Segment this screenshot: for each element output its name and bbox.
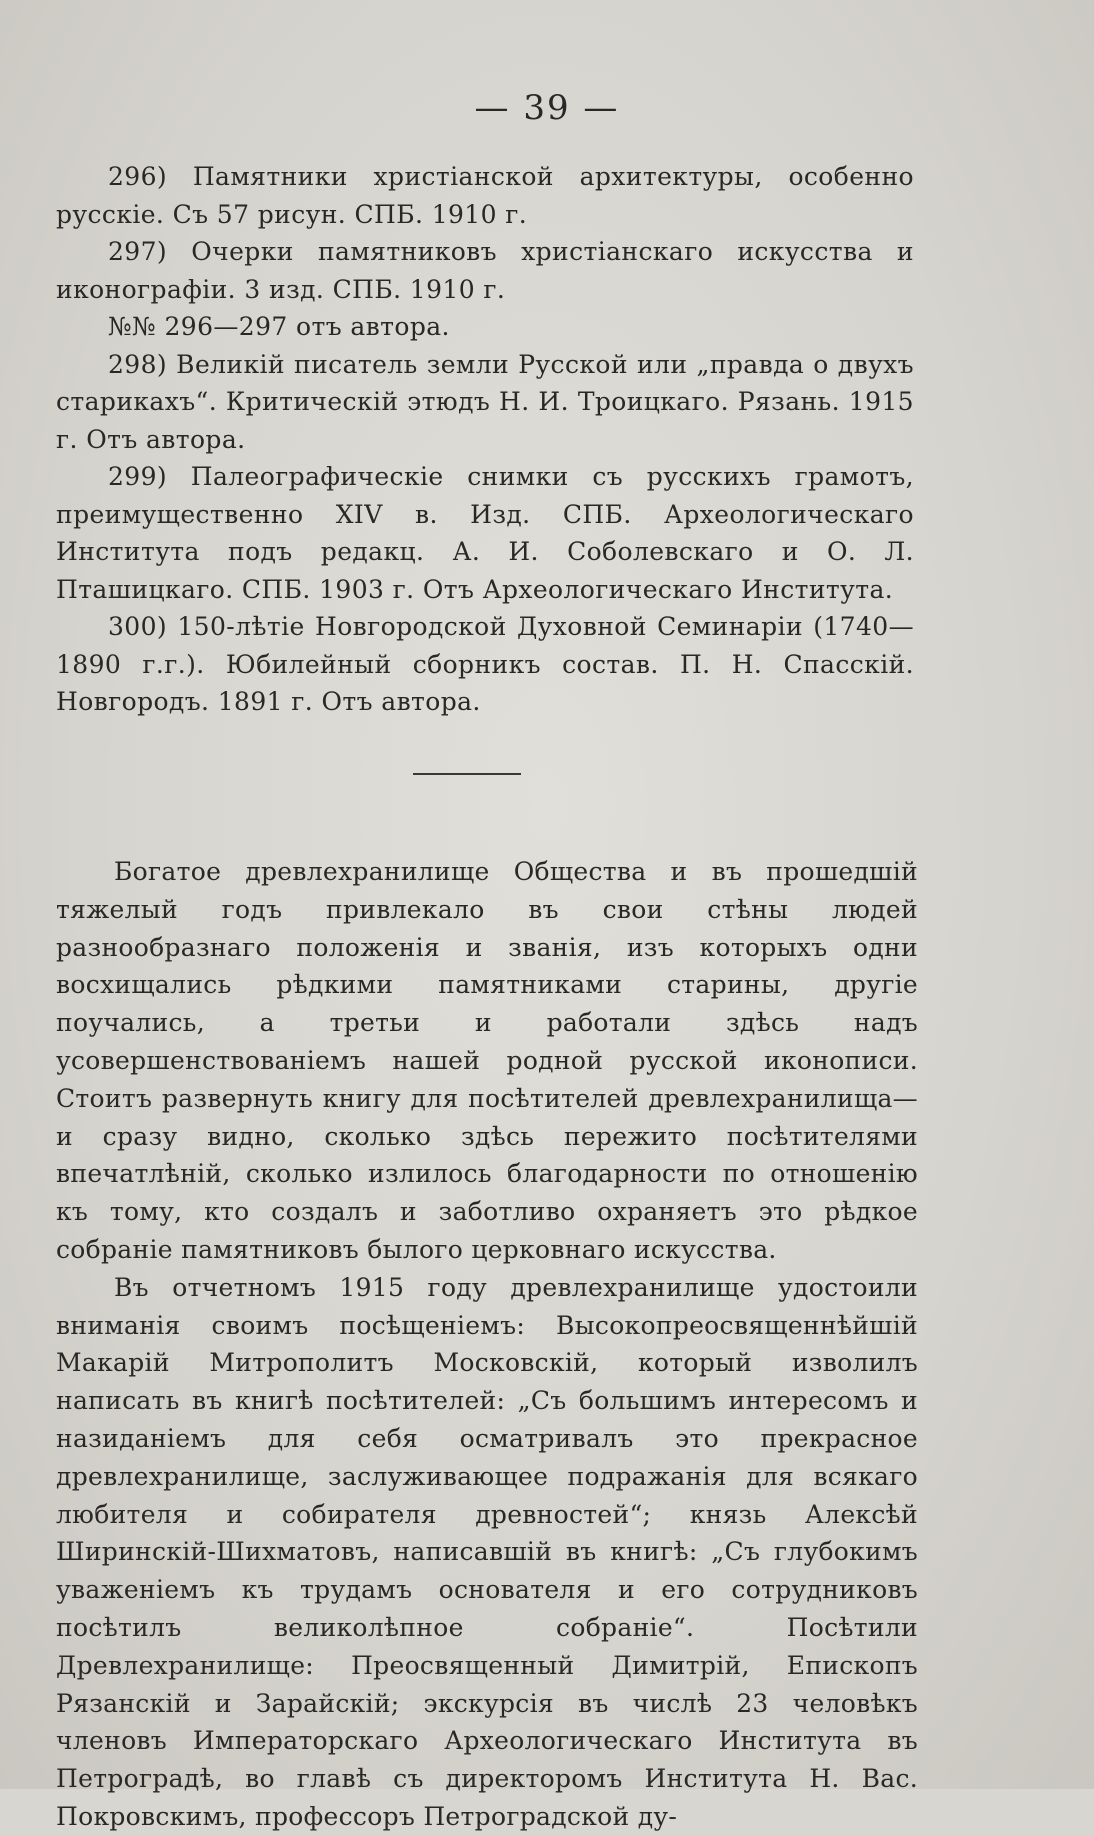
paragraph: Въ отчетномъ 1915 году древлехранилище удостоили вниманія своимъ посѣщеніемъ: Высокопреосвященнѣйшій Макарій Митрополитъ Московскій, который изволилъ написать въ книгѣ посѣтителей: „Съ большимъ интересомъ и назиданіемъ для себя осматривалъ это прекрасное древлехранилище, заслуживающее подражанія для всякаго любителя и собирателя древностей“; князь Алексѣй Ширинскій-Шихматовъ, написавшій въ книгѣ: „Съ глубокимъ уваженіемъ къ трудамъ основателя и его сотрудниковъ посѣтилъ великолѣпное собраніе“. Посѣтили Древлехранилище: Преосвященный Димитрій, Епископъ Рязанскій и Зарайскій; экскурсія въ числѣ 23 человѣкъ членовъ Императорскаго Археологическаго Института въ Петроградѣ, во главѣ съ директоромъ Института Н. Вас. Покровскимъ, профессоръ Петроградской ду- <box>56 1272 918 1831</box>
entry-text: Палеографическіе снимки съ русскихъ грамотъ, преимущественно XIV в. Изд. СПБ. Археологическаго Института подъ редакц. А. И. Соболевскаго и О. Л. Пташицкаго. СПБ. 1903 г. Отъ Археологическаго Института. <box>56 462 914 604</box>
entry-number: 296) <box>108 162 168 191</box>
entry-number: 299) <box>108 462 168 491</box>
entry-text: 150-лѣтіе Новгородской Духовной Семинаріи (1740—1890 г.г.). Юбилейный сборникъ состав. П. Н. Спасскій. Новгородъ. 1891 г. Отъ автора. <box>56 612 914 716</box>
bibliography-entry <box>56 346 914 459</box>
bibliography-list <box>56 158 914 721</box>
bibliography-entry <box>56 608 914 721</box>
bibliography-entry <box>56 458 914 608</box>
entry-text: Очерки памятниковъ христіанскаго искусства и иконографіи. 3 изд. СПБ. 1910 г. <box>56 237 914 304</box>
bibliography-entry <box>56 233 914 308</box>
entry-text: Великій писатель земли Русской или „правда о двухъ старикахъ“. Критическій этюдъ Н. И. Троицкаго. Рязань. 1915 г. Отъ автора. <box>56 349 914 454</box>
bibliography-source-note <box>56 308 914 346</box>
page-number: — 39 — <box>474 88 620 128</box>
paragraph: Богатое древлехранилище Общества и въ прошедшій тяжелый годъ привлекало въ свои стѣны людей разнообразнаго положенія и званія, изъ которыхъ одни восхищались рѣдкими памятниками старины, другіе поучались, а третьи и работали здѣсь надъ усовершенствованіемъ нашей родной русской иконописи. Стоитъ развернуть книгу для посѣтителей древлехранилища—и сразу видно, сколько здѣсь пережито посѣтителями впечатлѣній, сколько излилось благодарности по отношенію къ тому, кто создалъ и заботливо охраняетъ это рѣдкое собраніе памятниковъ былого церковнаго искусства. <box>56 857 918 1264</box>
section-divider <box>413 773 521 775</box>
bibliography-entry <box>56 158 914 233</box>
entry-number: 297) <box>108 237 168 266</box>
report-text <box>56 853 918 1836</box>
entry-text: №№ 296—297 отъ автора. <box>108 312 450 341</box>
entry-text: Памятники христіанской архитектуры, особенно русскіе. Съ 57 рисун. СПБ. 1910 г. <box>56 162 914 229</box>
entry-number: 300) <box>108 612 168 641</box>
entry-number: 298) <box>108 349 168 379</box>
